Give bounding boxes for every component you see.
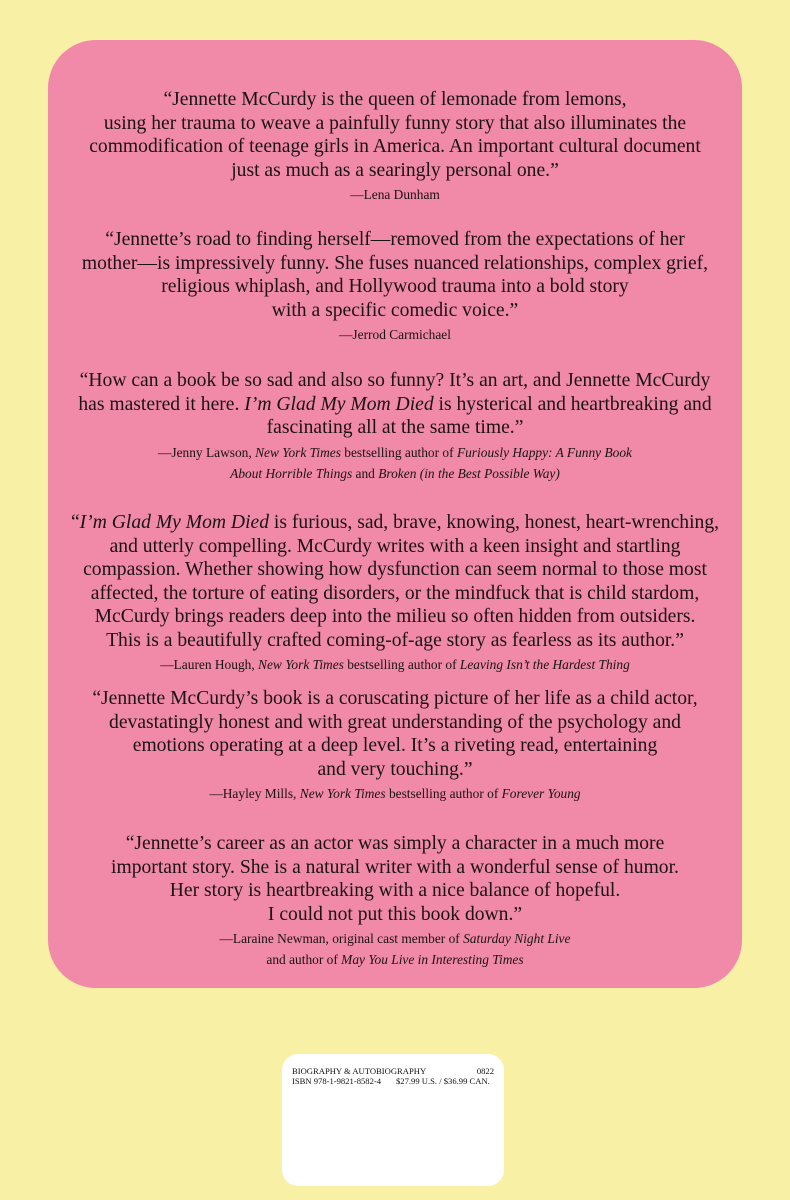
blurb-hayley-mills xyxy=(68,687,722,804)
price-label: $27.99 U.S. / $36.99 CAN. xyxy=(396,1076,490,1086)
book-title: I’m Glad My Mom Died xyxy=(244,393,434,415)
blurb-attribution: —Jerrod Carmichael xyxy=(339,327,451,342)
barcode-box xyxy=(282,1054,504,1186)
blurb-attribution: —Laraine Newman, original cast member of Saturday Night Live and author of May You Live in Interesting Times xyxy=(219,931,571,967)
isbn-row xyxy=(292,1076,494,1086)
blurb-quote: “How can a book be so sad and also so funny? It’s an art, and Jennette McCurdy has mastered it here. I’m Glad My Mom Died is hysterical and heartbreaking and fascinating all at the same time.” xyxy=(78,370,712,438)
blurb-jerrod-carmichael xyxy=(68,228,722,345)
blurb-quote: “Jennette’s career as an actor was simply a character in a much more important story. She is a natural writer with a wonderful sense of humor. Her story is heartbreaking with a nice balance of hopeful. I could not put this book down.” xyxy=(111,833,679,925)
category-code: 0822 xyxy=(476,1066,494,1076)
blurb-attribution: —Jenny Lawson, New York Times bestselling author of Furiously Happy: A Funny Book About Horrible Things and Broken (in the Best Possible Way) xyxy=(158,444,632,481)
blurb-jenny-lawson xyxy=(68,369,722,484)
blurb-attribution: —Hayley Mills, New York Times bestselling author of Forever Young xyxy=(209,786,581,801)
book-title: I’m Glad My Mom Died xyxy=(79,512,270,533)
blurb-lena-dunham xyxy=(68,88,722,205)
isbn-number: ISBN 978-1-9821-8582-4 xyxy=(292,1076,382,1086)
blurb-quote: “Jennette McCurdy’s book is a coruscating picture of her life as a child actor, devastatingly honest and with great understanding of the psychology and emotions operating at a deep level. It’s a riveting read, entertaining and very touching.” xyxy=(92,688,698,780)
blurb-quote: “I’m Glad My Mom Died is furious, sad, brave, knowing, honest, heart-wrenching, and utterly compelling. McCurdy writes with a keen insight and startling compassion. Whether showing how dysfunction can seem normal to those most affected, the torture of eating disorders, or the mindfuck that is child stardom, McCurdy brings readers deep into the milieu so often hidden from outsiders. This is a beautifully crafted coming-of-age story as fearless as its author.” xyxy=(70,512,720,651)
category-label: BIOGRAPHY & AUTOBIOGRAPHY xyxy=(292,1066,427,1076)
blurb-panel xyxy=(48,40,742,988)
blurb-quote: “Jennette’s road to finding herself—removed from the expectations of her mother—is impressively funny. She fuses nuanced relationships, complex grief, religious whiplash, and Hollywood trauma into a bold story with a specific comedic voice.” xyxy=(81,229,709,321)
blurb-attribution: —Lauren Hough, New York Times bestselling author of Leaving Isn’t the Hardest Thing xyxy=(160,657,630,672)
blurb-lauren-hough xyxy=(68,511,722,675)
blurb-attribution: —Lena Dunham xyxy=(350,187,440,202)
category-row xyxy=(292,1066,494,1076)
blurb-quote: “Jennette McCurdy is the queen of lemonade from lemons, using her trauma to weave a painfully funny story that also illuminates the commodification of teenage girls in America. An important cultural document just as much as a searingly personal one.” xyxy=(89,89,701,181)
blurb-laraine-newman xyxy=(68,832,722,970)
